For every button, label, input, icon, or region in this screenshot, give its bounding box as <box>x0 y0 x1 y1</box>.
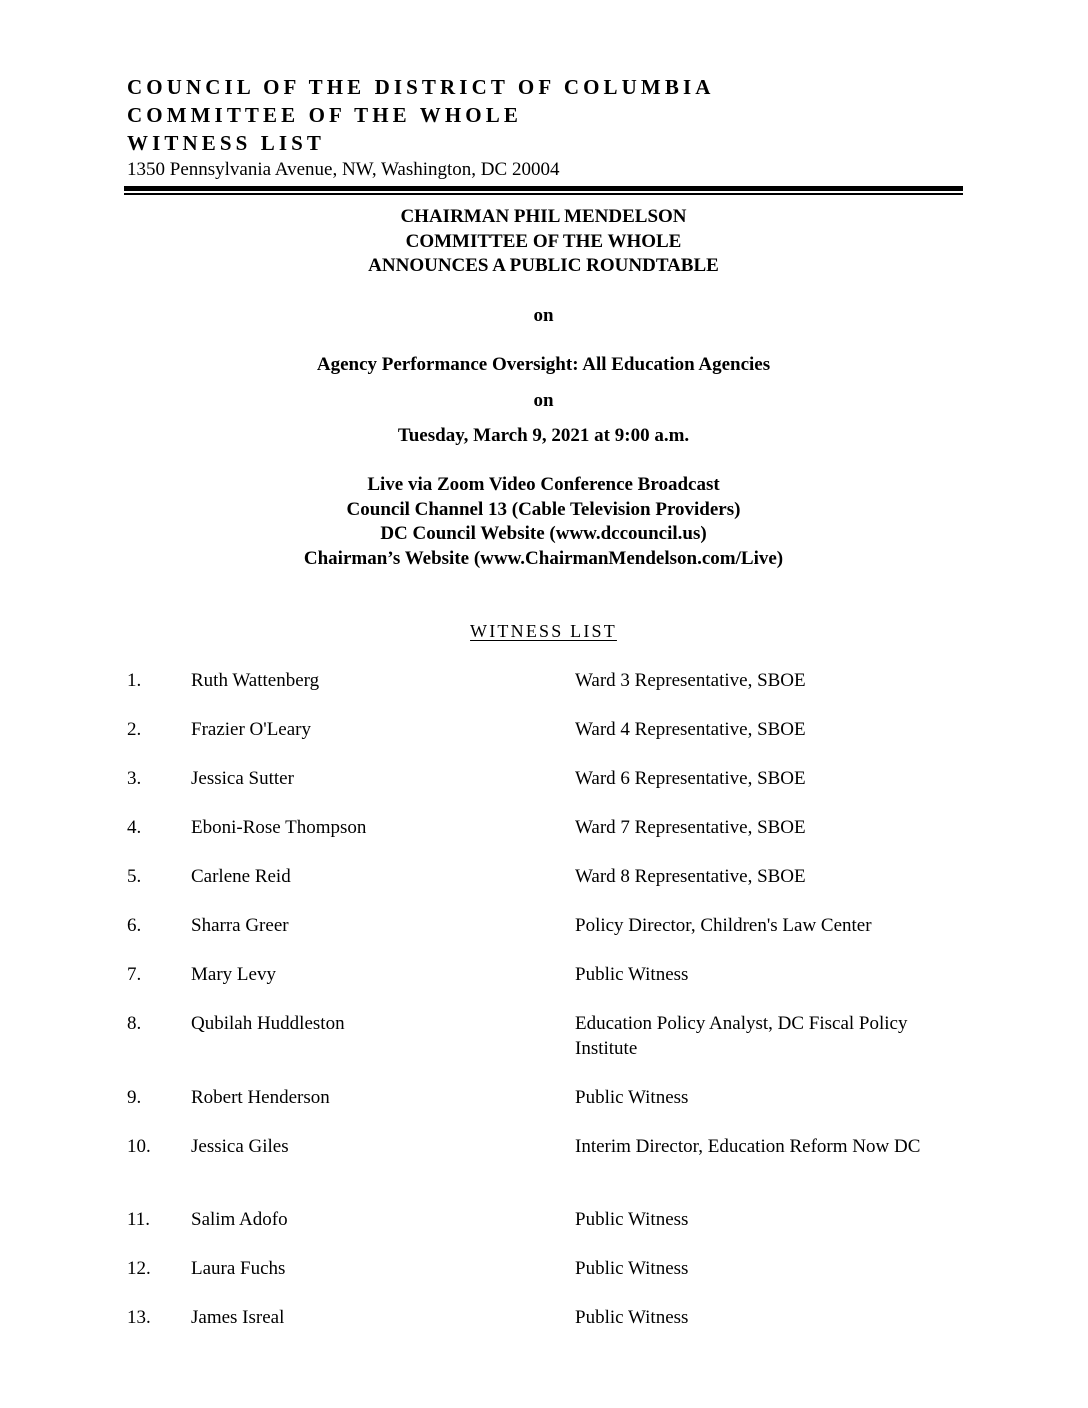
witness-name: Salim Adofo <box>191 1209 288 1230</box>
witness-number: 7. <box>127 964 142 985</box>
witness-name: James Isreal <box>191 1307 285 1328</box>
witness-title: Public Witness <box>575 964 689 985</box>
witness-number: 12. <box>127 1258 151 1279</box>
witness-title: Policy Director, Children's Law Center <box>575 915 872 936</box>
witness-title: Ward 8 Representative, SBOE <box>575 866 806 887</box>
witness-name: Frazier O'Leary <box>191 719 311 740</box>
witness-title: Public Witness <box>575 1209 689 1230</box>
letterhead-council: COUNCIL OF THE DISTRICT OF COLUMBIA <box>127 75 715 99</box>
witness-title: Ward 3 Representative, SBOE <box>575 670 806 691</box>
letterhead-address: 1350 Pennsylvania Avenue, NW, Washington, DC 20004 <box>127 159 560 180</box>
broadcast-info <box>124 473 963 571</box>
letterhead-witness-list: WITNESS LIST <box>127 131 326 155</box>
witness-name: Sharra Greer <box>191 915 289 936</box>
header-rule-thick <box>124 186 963 191</box>
broadcast-chairman-website: Chairman’s Website (www.ChairmanMendelson.com/Live) <box>303 547 784 569</box>
witness-list-heading <box>124 620 963 642</box>
witness-title: Public Witness <box>575 1087 689 1108</box>
letterhead <box>127 73 967 183</box>
witness-name: Qubilah Huddleston <box>191 1013 345 1034</box>
witness-name: Mary Levy <box>191 964 276 985</box>
witness-number: 4. <box>127 817 142 838</box>
announcement-roundtable: ANNOUNCES A PUBLIC ROUNDTABLE <box>368 255 719 276</box>
header-rule-thin <box>124 193 963 195</box>
witness-title: Public Witness <box>575 1307 689 1328</box>
witness-name: Carlene Reid <box>191 866 291 887</box>
witness-list-heading-text: WITNESS LIST <box>470 621 617 641</box>
witness-number: 11. <box>127 1209 151 1230</box>
witness-number: 2. <box>127 719 142 740</box>
announcement-committee: COMMITTEE OF THE WHOLE <box>405 230 682 252</box>
witness-title: Ward 6 Representative, SBOE <box>575 768 806 789</box>
letterhead-committee: COMMITTEE OF THE WHOLE <box>127 103 522 127</box>
witness-title: Ward 7 Representative, SBOE <box>575 817 806 838</box>
witness-name: Robert Henderson <box>191 1087 330 1108</box>
broadcast-zoom: Live via Zoom Video Conference Broadcast <box>367 474 720 495</box>
witness-name: Jessica Sutter <box>191 768 294 789</box>
witness-title: Ward 4 Representative, SBOE <box>575 719 806 740</box>
witness-number: 5. <box>127 866 142 887</box>
broadcast-channel: Council Channel 13 (Cable Television Providers) <box>346 498 741 520</box>
broadcast-dc-council-website: DC Council Website (www.dccouncil.us) <box>380 523 707 544</box>
witness-name: Jessica Giles <box>191 1136 289 1157</box>
announcement-on-1: on <box>533 305 554 326</box>
witness-title: Education Policy Analyst, DC Fiscal Policy Institute <box>575 1013 908 1059</box>
witness-number: 1. <box>127 670 142 691</box>
witness-name: Eboni-Rose Thompson <box>191 817 367 838</box>
witness-number: 8. <box>127 1013 142 1034</box>
witness-title: Public Witness <box>575 1258 689 1279</box>
witness-number: 10. <box>127 1136 151 1157</box>
witness-number: 3. <box>127 768 142 789</box>
hearing-subject: Agency Performance Oversight: All Education Agencies <box>316 354 771 375</box>
witness-title: Interim Director, Education Reform Now DC <box>575 1136 921 1157</box>
witness-number: 9. <box>127 1087 142 1108</box>
witness-name: Laura Fuchs <box>191 1258 286 1279</box>
witness-number: 13. <box>127 1307 151 1328</box>
announcement-on-2: on <box>533 390 554 411</box>
hearing-datetime: Tuesday, March 9, 2021 at 9:00 a.m. <box>397 425 690 446</box>
witness-number: 6. <box>127 915 142 936</box>
witness-name: Ruth Wattenberg <box>191 670 320 691</box>
announcement-heading <box>124 205 963 279</box>
announcement-chairman: CHAIRMAN PHIL MENDELSON <box>400 206 687 227</box>
